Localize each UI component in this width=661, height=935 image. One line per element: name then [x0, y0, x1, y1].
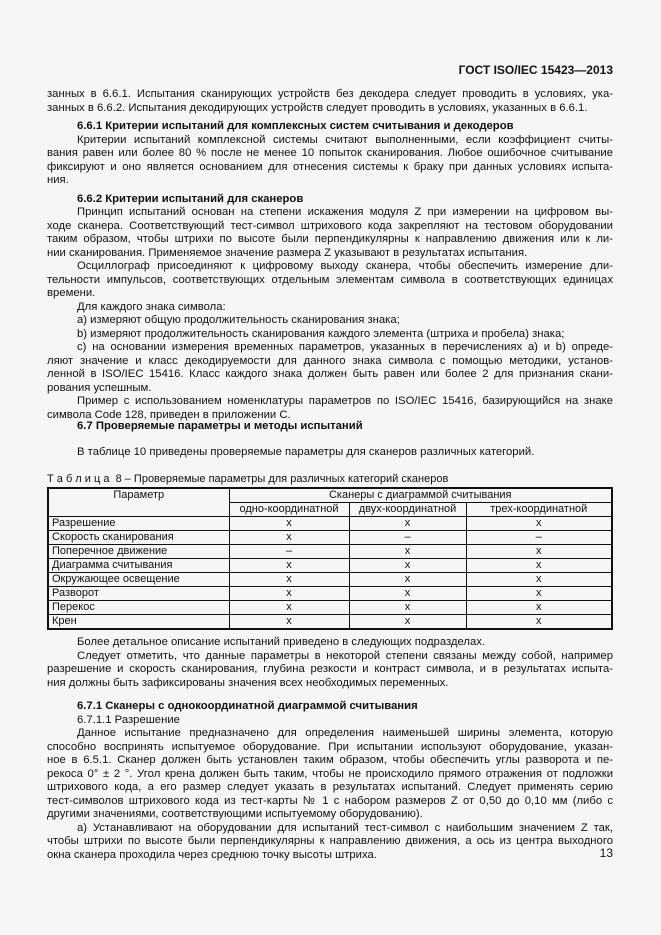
parameters-table [47, 487, 613, 630]
text-line: окна сканера проходила через среднюю точку высоты штриха. [47, 848, 377, 861]
list-item-c: c) на основании измерения временных параметров, указанных в перечислениях a) и b) опреде- [77, 341, 613, 353]
text-line: ное в 6.5.1. Сканер должен быть установлен таким образом, чтобы обеспечить углы разворота и пе- [47, 754, 613, 766]
parameter-cell: Диаграмма считывания [48, 559, 229, 573]
value-cell: x [229, 615, 349, 630]
table-caption: Т а б л и ц а 8 – Проверяемые параметры для различных категорий сканеров [47, 473, 449, 485]
table-row [48, 517, 612, 531]
text-line: Принцип испытаний основан на степени искажения модуля Z при измерении на цифровом вы- [77, 206, 613, 218]
parameter-cell: Разворот [48, 587, 229, 601]
table-row [48, 531, 612, 545]
value-cell: x [229, 601, 349, 615]
value-cell: x [349, 559, 466, 573]
text-line: занных в 6.6.1. Испытания сканирующих устройств без декодера следует проводить в условиях, ука- [47, 88, 613, 100]
list-item-a: a) измеряют общую продолжительность сканирования знака; [77, 314, 400, 326]
text-line: таким образом, чтобы штрихи по высоте были перпендикулярны к направлению движения или к ли- [47, 233, 613, 245]
text-line: времени. [47, 287, 96, 299]
table-row [48, 545, 612, 559]
section-6-7-1 [47, 700, 613, 862]
value-cell: x [229, 573, 349, 587]
text-line: нии сканирования. Применяемое значение размера Z указывают в результатах испытания. [47, 246, 528, 259]
table-row [48, 573, 612, 587]
text-line: другими значениями, соответствующими испытуемому оборудованию). [47, 808, 423, 820]
text-line: ния. [47, 174, 69, 186]
value-cell: x [229, 517, 349, 531]
table-row [48, 559, 612, 573]
text-line: тельности импульсов, соответствующих отдельным элементам символа в соответствующих единицах [47, 273, 613, 286]
value-cell: x [466, 587, 612, 601]
section-notes [47, 636, 613, 690]
table-row [48, 615, 612, 630]
text-line: разрешение и скорость сканирования, глубина резкости и контраст символа, и в результатах испыта- [47, 663, 613, 675]
heading-6-7-1: 6.7.1 Сканеры с однокоординатной диаграммой считывания [77, 700, 418, 712]
section-6-6 [47, 88, 613, 422]
heading-6-7-1-1: 6.7.1.1 Разрешение [77, 713, 180, 726]
value-cell: x [349, 573, 466, 587]
value-cell: x [466, 517, 612, 531]
table-row [48, 601, 612, 615]
text-line: символа Code 128, приведен в приложении C. [47, 408, 291, 421]
text-line: чтобы штрихи по высоте были перпендикулярны к направлению движения, а ось из центра выходного [47, 835, 613, 847]
text-line: а) Устанавливают на оборудовании для испытаний тест-символ с наибольшим значением Z так, [77, 821, 613, 834]
parameter-cell: Скорость сканирования [48, 531, 229, 545]
value-cell: x [466, 601, 612, 615]
text-line: штрихового кода, а его размер следует указать в результатах испытаний. Следует применять серию [47, 781, 613, 793]
value-cell: – [349, 531, 466, 545]
parameter-cell: Разрешение [48, 517, 229, 531]
value-cell: – [229, 545, 349, 559]
text-line: Следует отметить, что данные параметры в некоторой степени связаны между собой, например [77, 649, 613, 662]
text-line: ленной в ISO/IEC 15416. Класс каждого знака должен быть равен или более 2 для признания скани- [47, 368, 613, 380]
value-cell: x [349, 587, 466, 601]
value-cell: x [466, 615, 612, 630]
parameter-cell: Перекос [48, 601, 229, 615]
list-item-b: b) измеряют продолжительность сканирования каждого элемента (штриха и пробела) знака; [77, 327, 565, 340]
value-cell: x [349, 517, 466, 531]
parameter-cell: Поперечное движение [48, 545, 229, 559]
text-line: рекоса 0° ± 2 °. Угол крена должен быть таким, чтобы не происходило прямого отражения от подложки [47, 767, 613, 780]
text-line: Пример с использованием номенклатуры параметров по ISO/IEC 15416, базирующийся на знаке [77, 395, 613, 407]
text-line: Для каждого знака символа: [77, 300, 226, 313]
value-cell: x [349, 545, 466, 559]
text-line: Более детальное описание испытаний приведено в следующих подразделах. [77, 636, 486, 648]
heading-6-6-1: 6.6.1 Критерии испытаний для комплексных систем считывания и декодеров [77, 120, 514, 132]
column-header: одно-координатной [229, 503, 349, 517]
table-row [48, 587, 612, 601]
text-line: В таблице 10 приведены проверяемые параметры для сканеров различных категорий. [77, 445, 535, 458]
heading-6-6-2: 6.6.2 Критерии испытаний для сканеров [77, 192, 304, 205]
value-cell: – [466, 531, 612, 545]
value-cell: x [349, 601, 466, 615]
document-header: ГОСТ ISO/IEC 15423—2013 [458, 63, 613, 77]
column-header: трех-координатной [466, 503, 612, 517]
text-line: тест-символов штрихового кода из тест-карты № 1 с набором размеров Z от 0,50 до 0,10 мм (либо с [47, 794, 613, 807]
text-line: Данное испытание предназначено для определения наименьшей ширины элемента, которую [77, 727, 613, 739]
text-line: ляют значение и класс декодируемости для данного знака символа с помощью методики, установ- [47, 354, 613, 367]
column-header: двух-координатной [349, 503, 466, 517]
text-line: Критерии испытаний комплексной системы считают выполненными, если коэффициент считы- [77, 133, 613, 146]
text-line: вания равен или более 80 % после не менее 10 попыток сканирования. Любое ошибочное считывание [47, 147, 613, 159]
parameter-cell: Крен [48, 615, 229, 630]
value-cell: x [229, 587, 349, 601]
value-cell: x [349, 615, 466, 630]
value-cell: x [466, 573, 612, 587]
parameter-cell: Окружающее освещение [48, 573, 229, 587]
value-cell: x [466, 559, 612, 573]
text-line: занных в 6.6.2. Испытания декодирующих устройств следует проводить в условиях, указанных в 6.6.1. [47, 101, 588, 114]
text-line: Осциллограф присоединяют к цифровому выходу сканера, чтобы обеспечить измерение дли- [77, 260, 613, 272]
value-cell: x [229, 531, 349, 545]
text-line: рования успешным. [47, 381, 152, 394]
heading-6-7: 6.7 Проверяемые параметры и методы испытаний [77, 420, 363, 432]
column-header-parameter: Параметр [48, 488, 229, 517]
text-line: ния должны быть зафиксированы значения всех необходимых переменных. [47, 676, 449, 689]
value-cell: x [229, 559, 349, 573]
column-group-header: Сканеры с диаграммой считывания [229, 488, 612, 503]
page-number: 13 [599, 846, 613, 860]
text-line: фиксируют и оно является основанием для отнесения системы к браку при данных условиях испыта- [47, 160, 613, 173]
text-line: ходе сканера. Соответствующий тест-символ штрихового кода закрепляют на тестовом оборудовании [47, 219, 613, 232]
section-6-7 [47, 420, 613, 459]
text-line: способно воспринять испытуемое оборудование. При испытании используют оборудование, указан- [47, 740, 613, 753]
value-cell: x [466, 545, 612, 559]
